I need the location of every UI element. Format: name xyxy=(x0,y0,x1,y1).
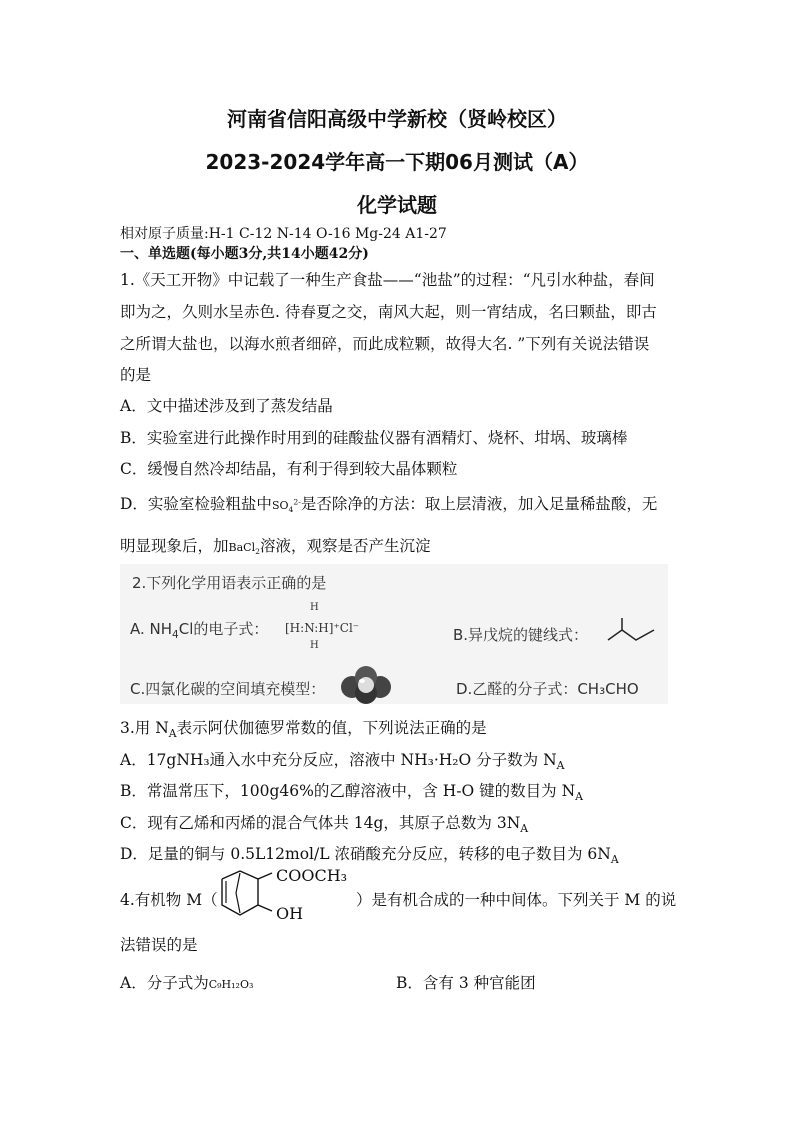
q1-stem-line3: 之所谓大盐也，以海水煎者细碎，而此成粒颗，故得大名. ”下列有关说法错误 xyxy=(120,335,650,353)
school-title: 河南省信阳高级中学新校（贤岭校区） xyxy=(227,107,567,131)
q3-option-d: D．足量的铜与 0.5L12mol/L 浓硝酸充分反应，转移的电子数目为 $6N_A$ xyxy=(120,845,619,867)
q3-option-a: A．17gNH₃通入水中充分反应，溶液中 NH₃·H₂O 分子数为 $N_A$ xyxy=(120,751,565,773)
q2-figure xyxy=(120,564,668,704)
q2-option-b: B.异戊烷的键线式： xyxy=(453,626,589,644)
q1-option-d-line2: 明显现象后，加BaCl$_2$溶液，观察是否产生沉淀 xyxy=(120,537,431,557)
q2-stem: 2.下列化学用语表示正确的是 xyxy=(132,574,327,592)
nh4cl-electron-formula: [H:N:H]⁺Cl⁻ xyxy=(285,621,360,635)
q2-option-c: C.四氯化碳的空间填充模型： xyxy=(130,680,326,698)
q4-option-a: A．分子式为C₉H₁₂O₃ xyxy=(120,974,254,992)
q1-d-text-a: D．实验室检验粗盐中 xyxy=(120,495,272,513)
q4-stem-b: ）是有机合成的一种中间体。下列关于 M 的说 xyxy=(356,891,677,909)
atomic-masses: 相对原子质量:H-1 C-12 N-14 O-16 Mg-24 A1-27 xyxy=(120,226,447,242)
q4-option-b: B．含有 3 种官能团 xyxy=(396,974,536,992)
q3-option-c: C．现有乙烯和丙烯的混合气体共 14g，其原子总数为 $3N_A$ xyxy=(120,814,529,836)
q1-stem-line1: 1.《天工开物》中记载了一种生产食盐——“池盐”的过程：“凡引水种盐，春间 xyxy=(120,271,655,289)
q1-option-b: B．实验室进行此操作时用到的硅酸盐仪器有酒精灯、烧杯、坩埚、玻璃棒 xyxy=(120,429,628,447)
q2-option-a: A. $NH_4Cl$的电子式： xyxy=(130,620,269,641)
q4-stem-line2: 法错误的是 xyxy=(120,936,198,954)
cooch3-label: COOCH₃ xyxy=(276,866,348,885)
q1-d-text-b: 是否除净的方法：取上层清液，加入足量稀盐酸，无 xyxy=(300,495,658,513)
bacl2-formula: BaCl$_2$ xyxy=(228,541,260,557)
exam-title: 2023-2024学年高一下期06月测试（A） xyxy=(205,150,589,174)
q4-stem-a: 4.有机物 M（ xyxy=(120,891,218,909)
subject-title: 化学试题 xyxy=(357,193,437,217)
q1-option-a: A．文中描述涉及到了蒸发结晶 xyxy=(120,397,333,415)
ccl4-space-filling-model-icon xyxy=(338,665,394,705)
q3-stem: 3.用 $N_A$表示阿伏伽德罗常数的值，下列说法正确的是 xyxy=(120,719,487,741)
sulfate-ion: $SO_4^{2-}$ xyxy=(271,497,301,515)
section-heading: 一、单选题(每小题3分,共14小题42分) xyxy=(120,246,369,262)
oh-label: OH xyxy=(276,904,304,923)
q1-stem-line2: 即为之，久则水呈赤色. 待春夏之交，南风大起，则一宵结成，名曰颗盐，即古 xyxy=(120,303,657,321)
q3-option-b: B．常温常压下，100g46%的乙醇溶液中，含 H-O 键的数目为 $N_A$ xyxy=(120,782,583,804)
q1-option-d xyxy=(120,492,657,514)
q1-option-c: C．缓慢自然冷却结晶，有利于得到较大晶体颗粒 xyxy=(120,460,458,478)
q2-option-d: D.乙醛的分子式：CH₃CHO xyxy=(456,680,639,698)
electron-h-top: H xyxy=(310,602,319,613)
electron-h-bottom: H xyxy=(310,640,319,651)
q1-stem-line4: 的是 xyxy=(120,366,152,384)
isopentane-skeletal-icon xyxy=(606,616,662,644)
